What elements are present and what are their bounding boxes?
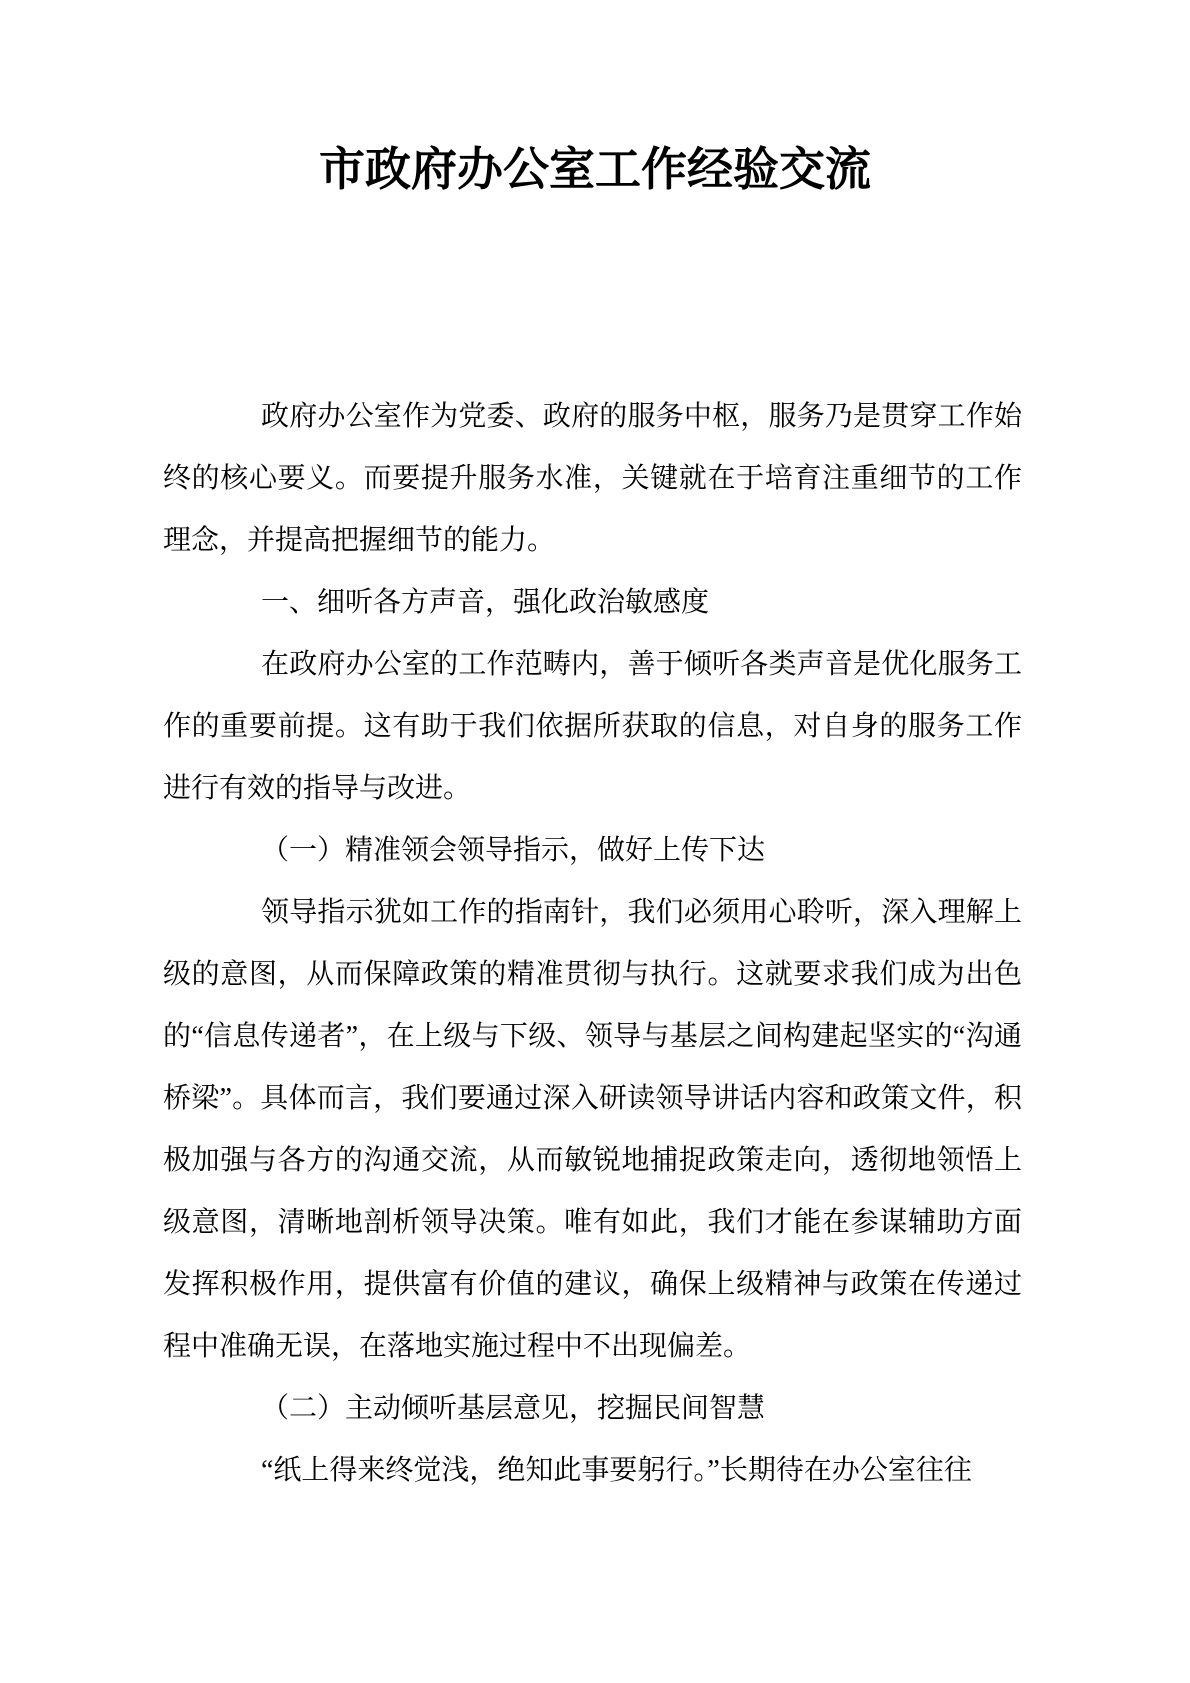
body-paragraph: “纸上得来终觉浅，绝知此事要躬行。”长期待在办公室往往 — [261, 1455, 972, 1486]
section-heading: （二）主动倾听基层意见，挖掘民间智慧 — [261, 1393, 766, 1424]
section-heading: 一、细听各方声音，强化政治敏感度 — [261, 587, 710, 618]
document-title: 市政府办公室工作经验交流 — [319, 143, 871, 195]
body-paragraph: 领导指示犹如工作的指南针，我们必须用心聆听，深入理解上级的意图，从而保障政策的精准贯彻与执行。这就要求我们成为出色的“信息传递者”，在上级与下级、领导与基层之间构建起坚实的“沟通桥梁”。具体而言，我们要通过深入研读领导讲话内容和政策文件，积极加强与各方的沟通交流，从而敏锐地捕捉政策走向，透彻地领悟上级意图，清晰地剖析领导决策。唯有如此，我们才能在参谋辅助方面发挥积极作用，提供富有价值的建议，确保上级精神与政策在传递过程中准确无误，在落地实施过程中不出现偏差。 — [163, 897, 1022, 1362]
section-heading: （一）精准领会领导指示，做好上传下达 — [261, 835, 766, 866]
body-paragraph: 在政府办公室的工作范畴内，善于倾听各类声音是优化服务工作的重要前提。这有助于我们依据所获取的信息，对自身的服务工作进行有效的指导与改进。 — [163, 649, 1022, 804]
document-body — [163, 386, 1022, 1502]
body-paragraph: 政府办公室作为党委、政府的服务中枢，服务乃是贯穿工作始终的核心要义。而要提升服务水准，关键就在于培育注重细节的工作理念，并提高把握细节的能力。 — [163, 401, 1022, 556]
